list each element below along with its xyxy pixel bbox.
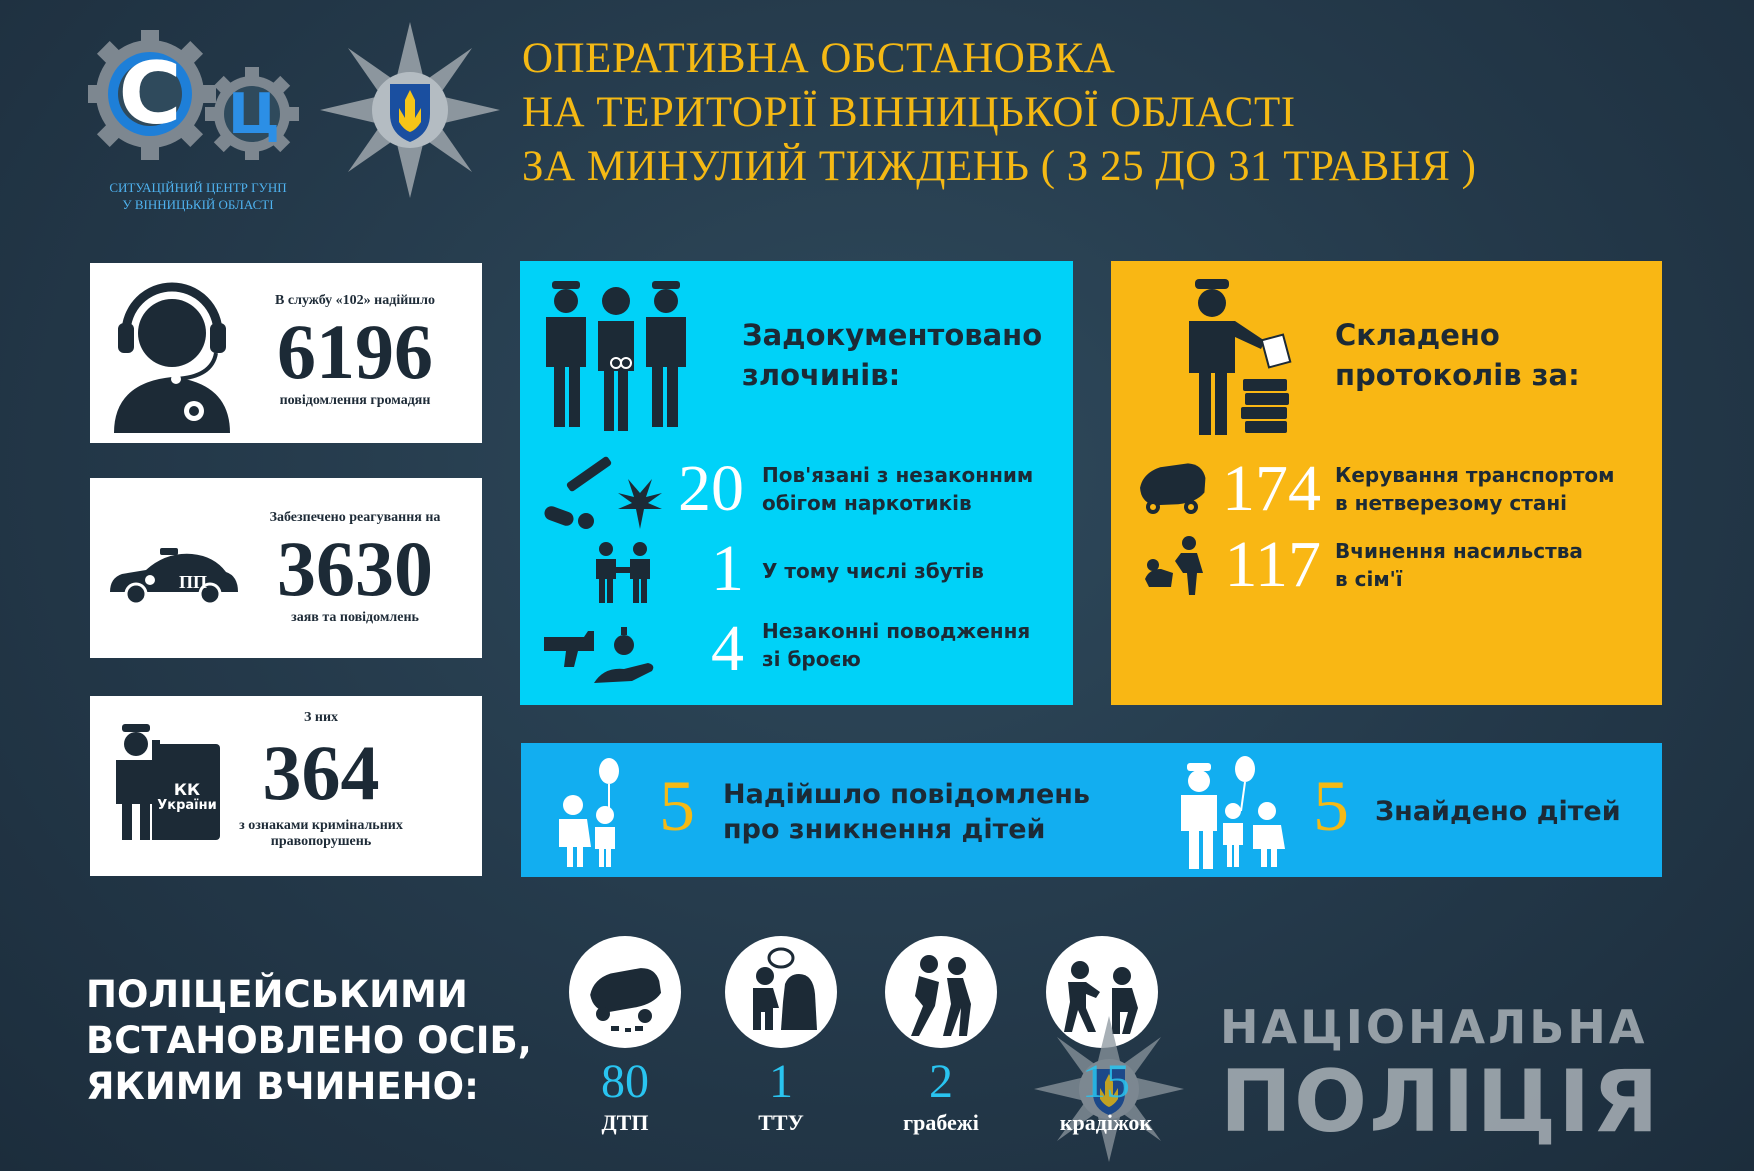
theft-value: 15: [1082, 1055, 1130, 1108]
page-title-line-2: НА ТЕРИТОРІЇ ВІННИЦЬКОЇ ОБЛАСТІ: [522, 89, 1296, 136]
crimes-title-line-1: Задокументовано: [742, 318, 1043, 352]
domestic-violence-value: 117: [1224, 528, 1321, 601]
calls-102-caption: В службу «102» надійшло: [275, 293, 435, 308]
logo-letter-ts: Ц: [228, 82, 280, 147]
weapons-icon: [544, 619, 664, 689]
response-value: 3630: [277, 525, 433, 612]
book-label-ukraine: України: [157, 798, 217, 813]
criminal-signs-card: [90, 696, 482, 876]
theft-label: крадіжок: [1059, 1110, 1153, 1135]
situation-center-logo: [88, 30, 308, 220]
response-caption: Забезпечено реагування на: [269, 510, 441, 525]
logo-caption-line-2: У ВІННИЦЬКІЙ ОБЛАСТІ: [122, 197, 274, 212]
drunk-driving-text-2: в нетверезому стані: [1335, 491, 1568, 515]
robbery-circle: [885, 936, 997, 1048]
weapons-value: 4: [711, 612, 744, 685]
watermark-national: НАЦІОНАЛЬНА: [1220, 1000, 1648, 1054]
protocols-panel: [1111, 261, 1662, 705]
drugs-text-2: обігом наркотиків: [762, 491, 972, 515]
drugs-text-1: Пов'язані з незаконним: [762, 463, 1034, 487]
theft-vehicle-circle: [725, 936, 837, 1048]
police-arrest-icon: [542, 277, 690, 431]
calls-102-subcaption: повідомлення громадян: [279, 393, 431, 408]
vehicle-theft-icon: [725, 936, 837, 1048]
officer-found-children-icon: [1177, 755, 1287, 871]
overturned-car-icon: [1137, 461, 1209, 517]
dtp-label: ДТП: [601, 1110, 649, 1135]
dealing-value: 1: [711, 532, 744, 605]
protocols-title-line-2: протоколів за:: [1335, 358, 1580, 392]
drunk-driving-value: 174: [1222, 452, 1321, 525]
ttu-label: ТТУ: [758, 1110, 804, 1135]
patrol-car-label: ПП: [178, 572, 207, 592]
book-label-kk: КК: [173, 780, 201, 799]
drugs-icon: [544, 451, 664, 531]
robbery-value: 2: [929, 1055, 953, 1108]
protocols-title-line-1: Складено: [1335, 318, 1500, 352]
dtp-circle: [569, 936, 681, 1048]
missing-children-text-1: Надійшло повідомлень: [723, 779, 1090, 810]
missing-children-value: 5: [659, 766, 695, 846]
operator-headset-icon: [104, 273, 240, 433]
crimes-title-line-2: злочинів:: [742, 358, 901, 392]
drugs-value: 20: [678, 452, 744, 525]
robbery-icon: [885, 936, 997, 1048]
calls-102-card: [90, 263, 482, 443]
weapons-text-2: зі броєю: [762, 647, 861, 671]
ttu-value: 1: [769, 1055, 793, 1108]
children-panel: [521, 743, 1662, 877]
persons-title-line-3: ЯКИМИ ВЧИНЕНО:: [86, 1065, 479, 1108]
children-balloon-icon: [555, 757, 631, 869]
response-subcaption: заяв та повідомлень: [291, 610, 419, 625]
page-title-line-3: ЗА МИНУЛИЙ ТИЖДЕНЬ ( З 25 ДО 31 ТРАВНЯ ): [522, 143, 1477, 190]
dealing-text-1: У тому числі збутів: [762, 559, 984, 583]
found-children-value: 5: [1313, 766, 1349, 846]
domestic-violence-text-2: в сім'ї: [1335, 567, 1403, 591]
domestic-violence-text-1: Вчинення насильства: [1335, 539, 1583, 563]
watermark-police: ПОЛІЦІЯ: [1220, 1052, 1661, 1152]
criminal-signs-caption: З них: [303, 710, 339, 725]
missing-children-text-2: про зникнення дітей: [723, 814, 1046, 845]
found-children-text: Знайдено дітей: [1375, 796, 1621, 827]
response-card: [90, 478, 482, 658]
car-crash-icon: [569, 936, 681, 1048]
crimes-panel: [520, 261, 1073, 705]
calls-102-value: 6196: [277, 308, 433, 395]
domestic-violence-icon: [1141, 535, 1207, 595]
criminal-signs-value: 364: [262, 729, 380, 816]
persons-title-line-2: ВСТАНОВЛЕНО ОСІБ,: [86, 1019, 532, 1062]
criminal-signs-subcaption-1: з ознаками кримінальних: [239, 818, 403, 833]
persons-title-line-1: ПОЛІЦЕЙСЬКИМИ: [86, 973, 468, 1016]
weapons-text-1: Незаконні поводження: [762, 619, 1031, 643]
officer-writing-protocol-icon: [1183, 275, 1293, 435]
criminal-signs-subcaption-2: правопорушень: [270, 834, 372, 849]
dtp-value: 80: [601, 1055, 649, 1108]
logo-letter-s: С: [118, 44, 182, 144]
logo-caption-line-1: СИТУАЦІЙНИЙ ЦЕНТР ГУНП: [109, 180, 287, 195]
police-star-emblem-icon: [320, 22, 500, 198]
drug-dealing-icon: [592, 541, 656, 603]
robbery-label: грабежі: [903, 1110, 979, 1135]
drunk-driving-text-1: Керування транспортом: [1335, 463, 1615, 487]
page-title-line-1: ОПЕРАТИВНА ОБСТАНОВКА: [522, 35, 1116, 82]
